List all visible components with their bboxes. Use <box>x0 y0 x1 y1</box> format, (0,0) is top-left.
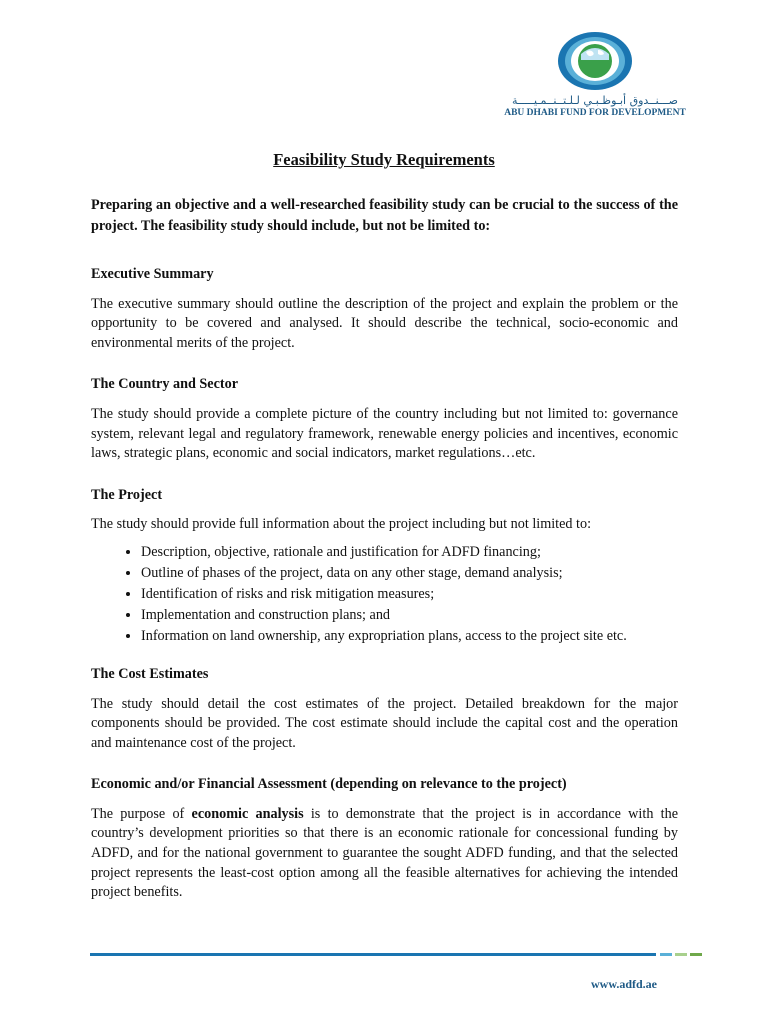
intro-paragraph: Preparing an objective and a well-researched feasibility study can be crucial to the success of the project. The feasibility study should include, but not be limited to: <box>91 197 678 234</box>
heading-executive-summary: Executive Summary <box>91 266 214 282</box>
document-body <box>91 195 678 925</box>
heading-project: The Project <box>91 486 163 503</box>
footer-dash <box>675 953 687 956</box>
executive-summary-text: The executive summary should outline the description of the project and explain the problem or the opportunity to be covered and analysed. It should describe the technical, socio-economic and environmental merits of the project. <box>91 295 678 351</box>
list-item: • Outline of phases of the project, data on any other stage, demand analysis; <box>141 564 678 584</box>
cost-estimates-text: The study should detail the cost estimates of the project. Detailed breakdown for the major components should be provided. The cost estimate should include the capital cost and the operation and maintenance cost of the project. <box>91 695 678 751</box>
heading-economic-assessment: Economic and/or Financial Assessment (depending on relevance to the project) <box>91 776 567 793</box>
list-item: • Description, objective, rationale and justification for ADFD financing; <box>141 543 678 563</box>
project-text: The study should provide full information about the project including but not limited to: <box>91 516 592 533</box>
economic-analysis-term: economic analysis <box>191 805 304 822</box>
logo-arabic-name: صـــنــدوق أبـوظـبـي لـلـتــنــمـيـــــة <box>512 94 678 107</box>
logo-english-name: ABU DHABI FUND FOR DEVELOPMENT <box>504 108 686 118</box>
adfd-logo <box>500 30 690 125</box>
footer-website: www.adfd.ae <box>591 977 658 991</box>
heading-country-sector: The Country and Sector <box>91 376 239 393</box>
country-sector-text: The study should provide a complete picture of the country including but not limited to: governance system, relevant legal and regulatory framework, renewable energy policies and incentives, economic laws, strategic plans, economic and social indicators, market regulations…etc. <box>91 405 678 462</box>
footer-dash <box>690 953 702 956</box>
heading-cost-estimates: The Cost Estimates <box>91 665 209 682</box>
document-title: Feasibility Study Requirements <box>273 150 495 169</box>
project-bullet-list <box>91 543 678 647</box>
economic-assessment-text: The purpose of economic analysis is to demonstrate that the project is in accordance with the country’s development priorities so that there is an economic rationale for concessional funding by ADFD, and for the national government to guarantee the sought ADFD funding, and that the selected project represents the least-cost option among all the feasible alternatives for achieving the intended project benefits. <box>91 805 678 901</box>
list-item: • Implementation and construction plans; and <box>141 606 678 626</box>
globe-logo-icon <box>556 30 634 92</box>
list-item: • Information on land ownership, any expropriation plans, access to the project site etc. <box>141 627 678 647</box>
list-item: • Identification of risks and risk mitigation measures; <box>141 585 678 605</box>
footer-divider <box>90 953 656 956</box>
footer-dash <box>660 953 672 956</box>
